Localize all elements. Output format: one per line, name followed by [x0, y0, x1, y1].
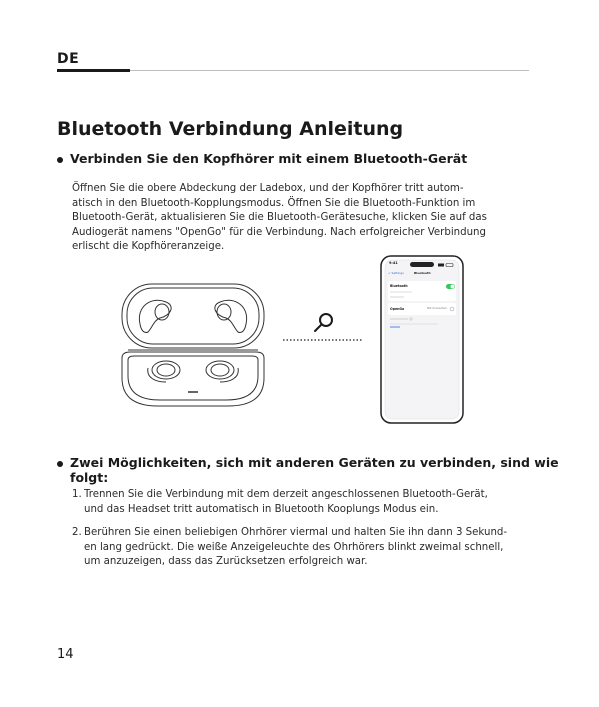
- list-item-number: 2.: [72, 527, 82, 539]
- phone-device-status: Not Connected: [427, 307, 447, 310]
- text-line: Bluetooth-Gerät, aktualisieren Sie die Bluetooth-Gerätesuche, klicken Sie auf das: [72, 212, 487, 224]
- text-line: Berühren Sie einen beliebigen Ohrhörer viermal und halten Sie ihn dann 3 Sekund-: [84, 527, 508, 539]
- text-line: en lang gedrückt. Die weiße Anzeigeleuchte des Ohrhörers blinkt zweimal schnell,: [84, 541, 504, 553]
- text-line: um anzuzeigen, dass das Zurücksetzen erfolgreich war.: [84, 556, 368, 568]
- phone-back-link: < Settings: [388, 271, 404, 275]
- phone-screen-title: Bluetooth: [414, 271, 431, 275]
- text-line: Öffnen Sie die obere Abdeckung der Ladebox, und der Kopfhörer tritt autom-: [72, 183, 464, 194]
- text-line: und das Headset tritt automatisch in Bluetooth Kooplungs Modus ein.: [84, 503, 439, 515]
- header-rule-accent: [57, 69, 130, 72]
- search-icon: [315, 314, 332, 331]
- section1-heading: Verbinden Sie den Kopfhörer mit einem Bluetooth-Gerät: [70, 151, 468, 166]
- section1-paragraph: [72, 182, 527, 255]
- earbuds-case-illustration: [118, 282, 268, 410]
- bullet-icon: [57, 157, 63, 163]
- list-item: [72, 526, 532, 570]
- phone-bluetooth-label: Bluetooth: [390, 284, 408, 288]
- section2-heading: Zwei Möglichkeiten, sich mit anderen Geräten zu verbinden, sind wie folgt:: [70, 455, 559, 485]
- text-line: atisch in den Bluetooth-Kopplungsmodus. Öffnen Sie die Bluetooth-Funktion im: [72, 197, 476, 209]
- phone-device-name: OpenGo: [390, 307, 405, 311]
- list-item: [72, 488, 532, 517]
- phone-time: 9:41: [389, 261, 398, 265]
- steps-list: [72, 488, 532, 579]
- text-line: Audiogerät namens "OpenGo" für die Verbindung. Nach erfolgreicher Verbindung: [72, 226, 486, 238]
- text-line: erlischt die Kopfhöreranzeige.: [72, 241, 225, 253]
- phone-illustration: [380, 255, 464, 424]
- list-item-number: 1.: [72, 489, 82, 500]
- bullet-icon: [57, 461, 63, 467]
- search-connector: [282, 310, 364, 344]
- language-label: DE: [57, 51, 80, 67]
- text-line: Trennen Sie die Verbindung mit dem derzeit angeschlossenen Bluetooth-Gerät,: [84, 489, 488, 500]
- page-title: Bluetooth Verbindung Anleitung: [57, 118, 404, 140]
- page-number: 14: [57, 647, 74, 662]
